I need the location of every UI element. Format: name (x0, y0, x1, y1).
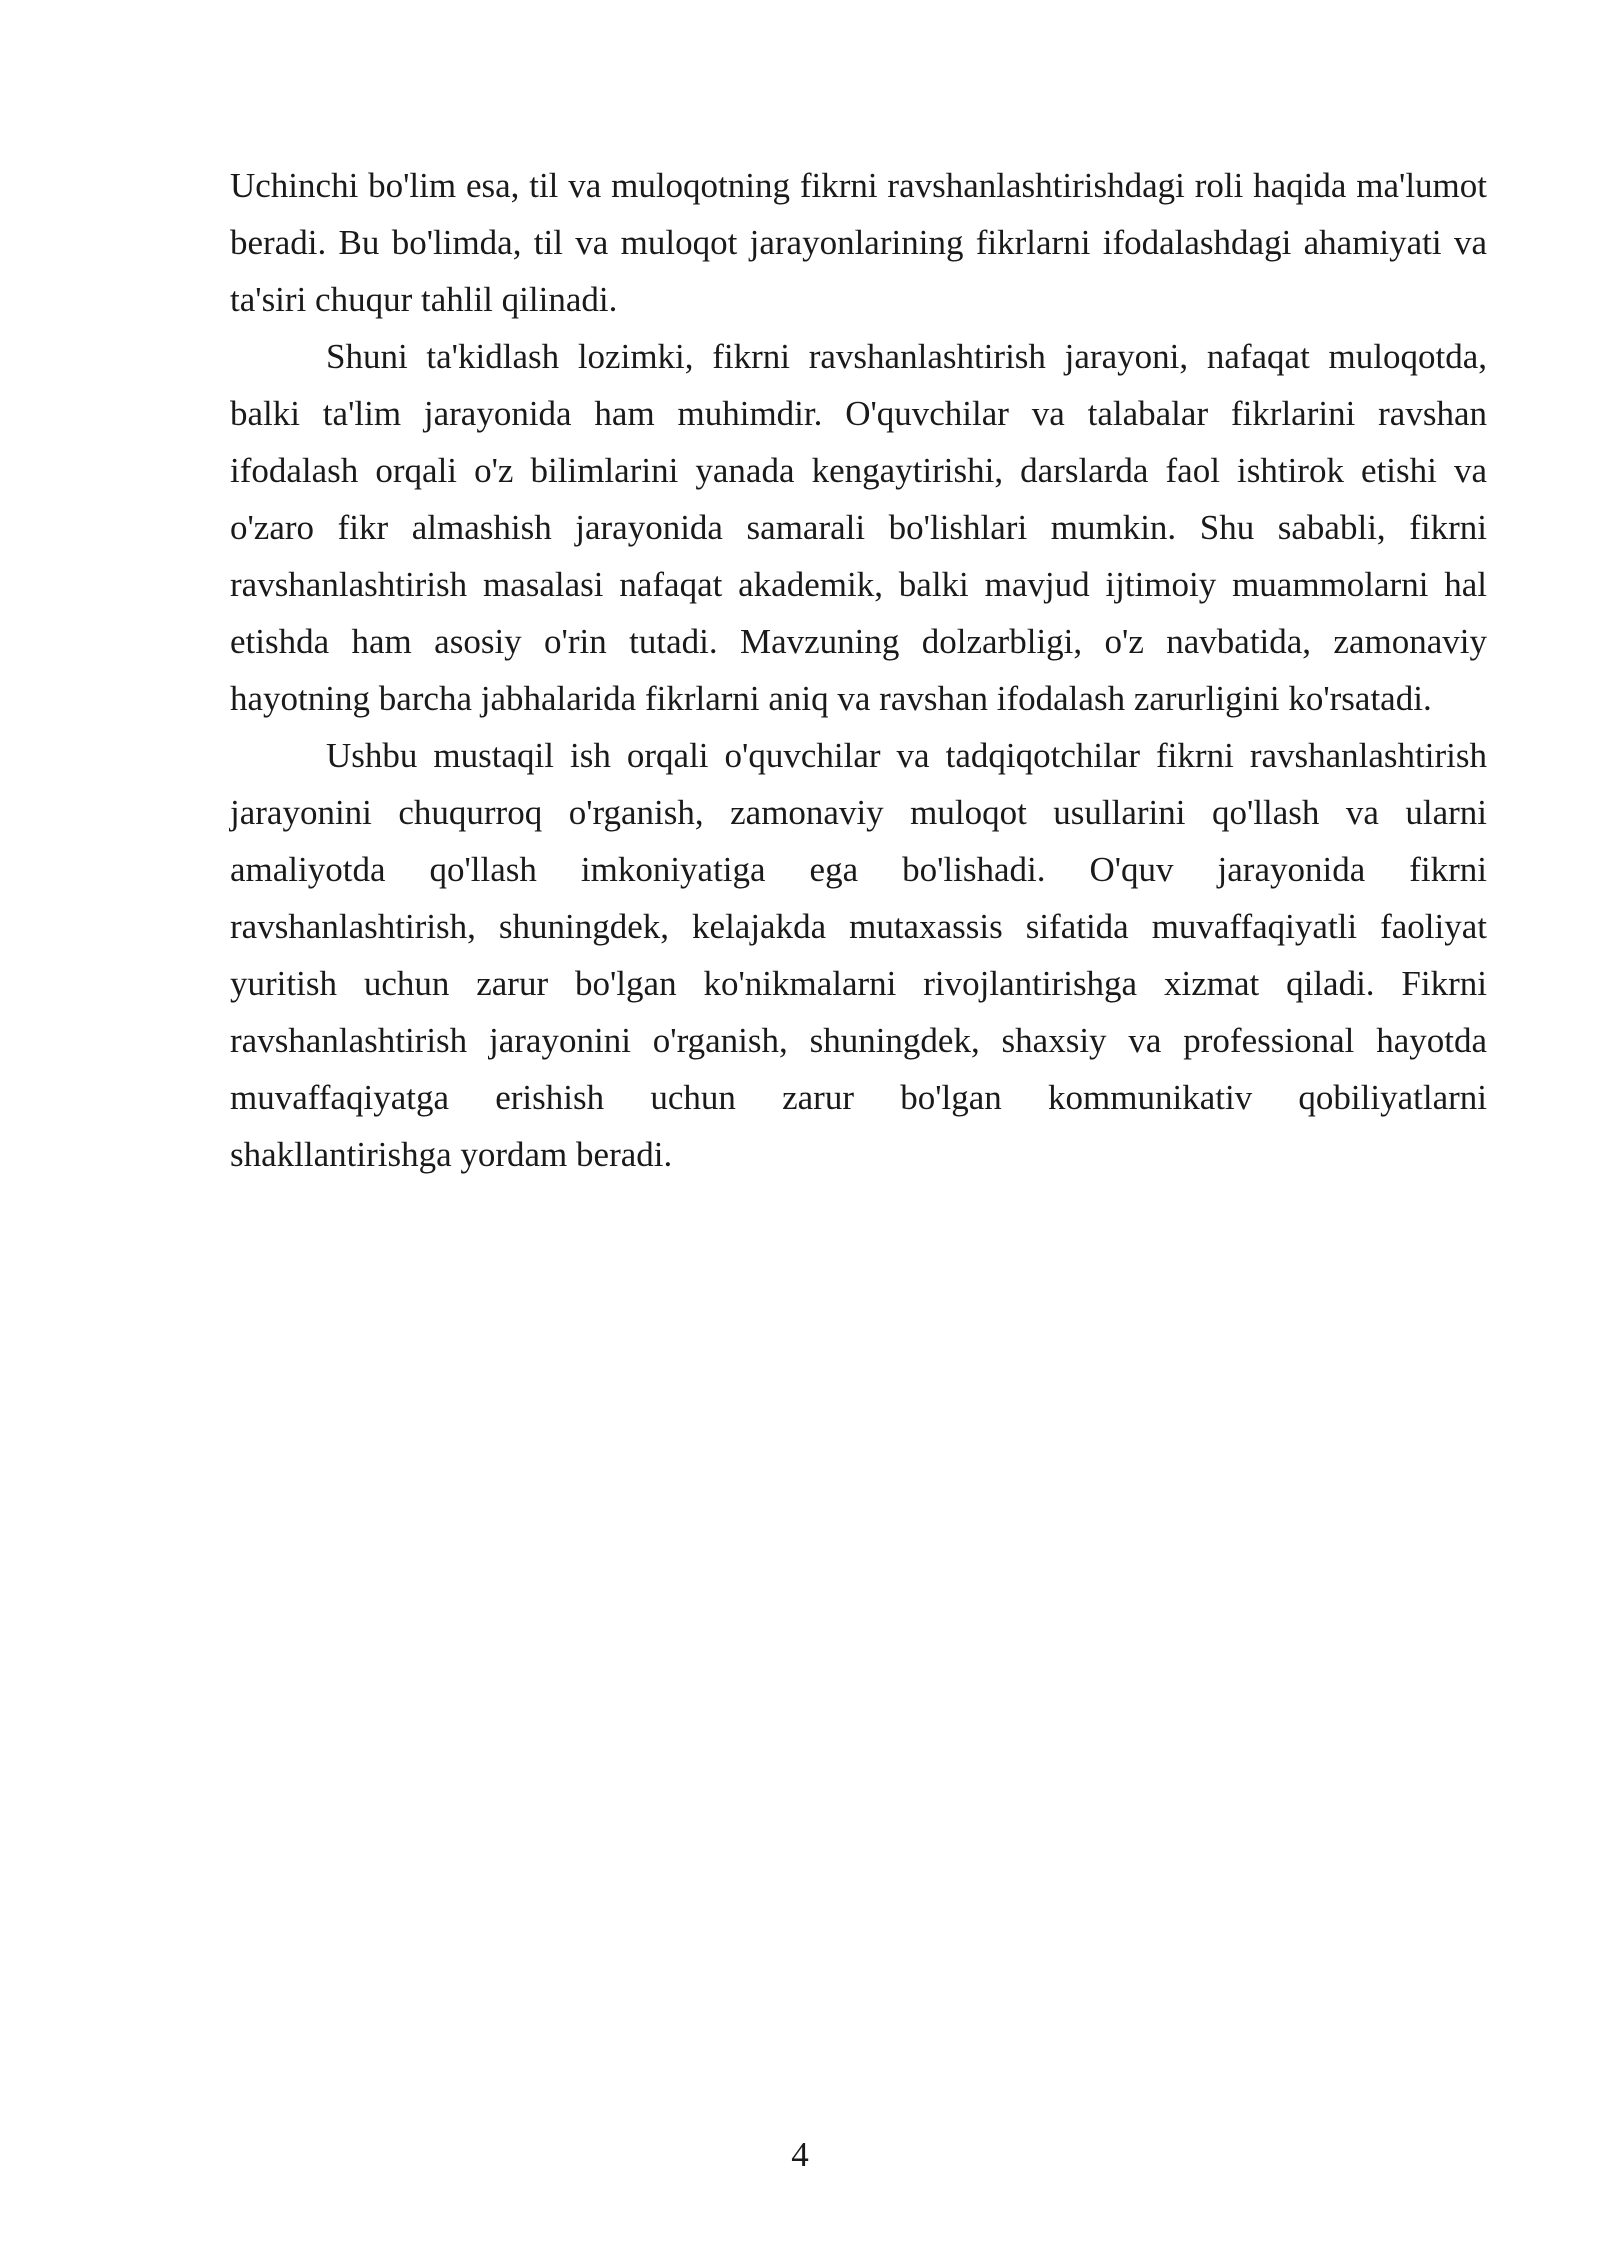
page-number: 4 (791, 2135, 809, 2174)
paragraph-3: Ushbu mustaqil ish orqali o'quvchilar va tadqiqotchilar fikrni ravshanlashtirish jarayonini chuqurroq o'rganish, zamonaviy muloqot usullarini qo'llash va ularni amaliyotda qo'llash imkoniyatiga ega bo'lishadi. O'quv jarayonida fikrni ravshanlashtirish, shuningdek, kelajakda mutaxassis sifatida muvaffaqiyatli faoliyat yuritish uchun zarur bo'lgan ko'nikmalarni rivojlantirishga xizmat qiladi. Fikrni ravshanlashtirish jarayonini o'rganish, shuningdek, shaxsiy va professional hayotda muvaffaqiyatga erishish uchun zarur bo'lgan kommunikativ qobiliyatlarni shakllantirishga yordam beradi. (230, 736, 1487, 1174)
document-body (230, 157, 1487, 1183)
paragraph-2: Shuni ta'kidlash lozimki, fikrni ravshanlashtirish jarayoni, nafaqat muloqotda, balki ta'lim jarayonida ham muhimdir. O'quvchilar va talabalar fikrlarini ravshan ifodalash orqali o'z bilimlarini yanada kengaytirishi, darslarda faol ishtirok etishi va o'zaro fikr almashish jarayonida samarali bo'lishlari mumkin. Shu sababli, fikrni ravshanlashtirish masalasi nafaqat akademik, balki mavjud ijtimoiy muammolarni hal etishda ham asosiy o'rin tutadi. Mavzuning dolzarbligi, o'z navbatida, zamonaviy hayotning barcha jabhalarida fikrlarni aniq va ravshan ifodalash zarurligini ko'rsatadi. (230, 337, 1487, 718)
paragraph-1: Uchinchi bo'lim esa, til va muloqotning fikrni ravshanlashtirishdagi roli haqida ma'lumot beradi. Bu bo'limda, til va muloqot jarayonlarining fikrlarni ifodalashdagi ahamiyati va ta'siri chuqur tahlil qilinadi. (230, 166, 1487, 319)
